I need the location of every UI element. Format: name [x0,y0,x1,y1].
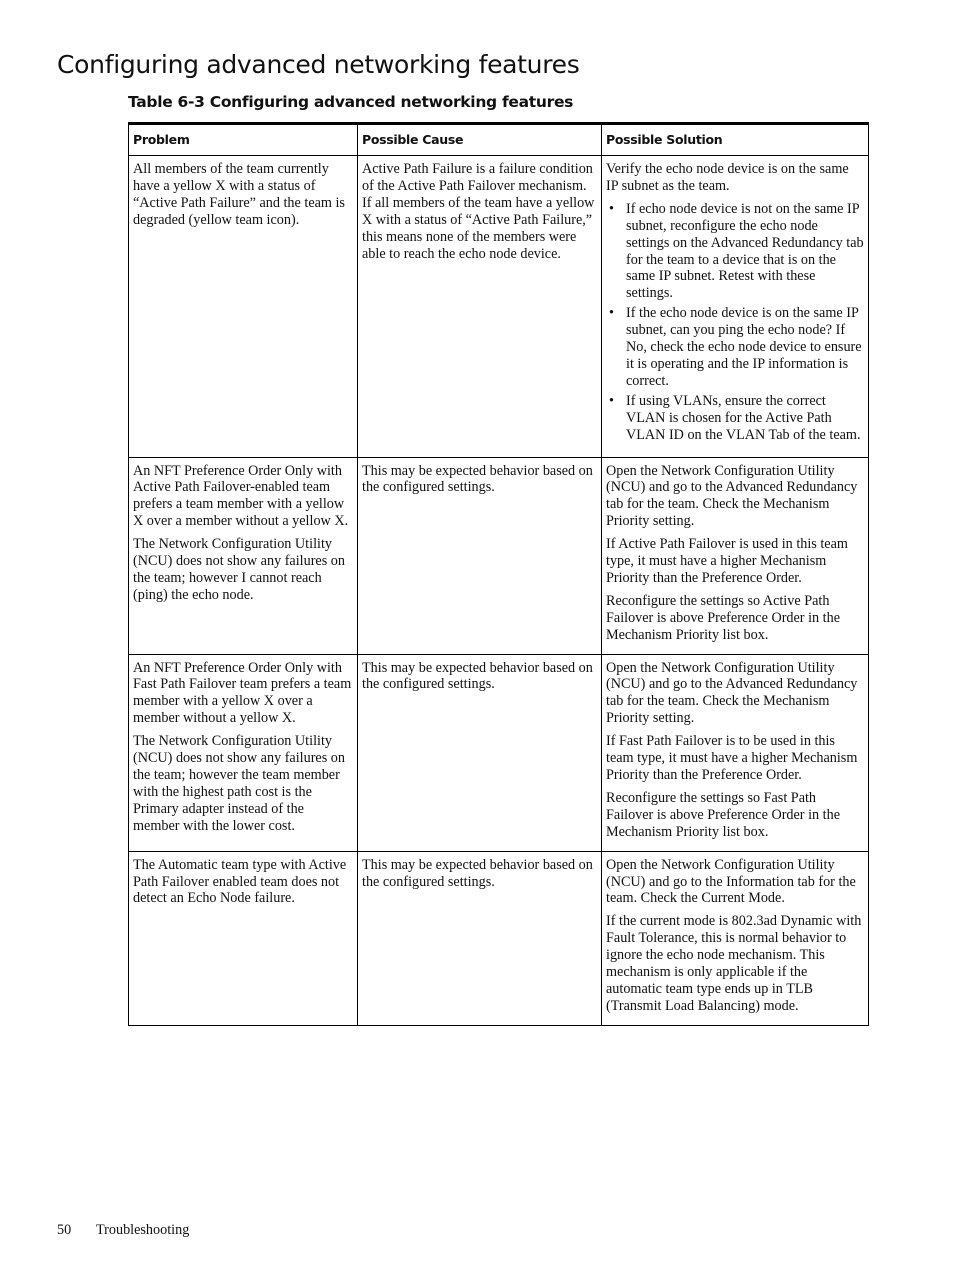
header-problem: Problem [129,124,358,156]
table-row [129,156,869,458]
cell-paragraph: If Fast Path Failover is to be used in this team type, it must have a higher Mechanism Priority than the Preference Order. [606,733,858,783]
problem-cell [129,156,358,458]
bullet-list [606,201,864,444]
table-header-row [129,124,869,156]
cell-paragraph: Reconfigure the settings so Fast Path Failover is above Preference Order in the Mechanism Priority list box. [606,789,840,840]
table-row [129,654,869,851]
cell-paragraph: This may be expected behavior based on the configured settings. [362,659,593,693]
cell-paragraph: This may be expected behavior based on the configured settings. [362,462,593,496]
list-item [606,201,864,302]
cell-paragraph: Reconfigure the settings so Active Path Failover is above Preference Order in the Mechanism Priority list box. [606,592,840,643]
bullet-icon: • [609,392,614,409]
cell-paragraph: The Automatic team type with Active Path Failover enabled team does not detect an Echo Node failure. [133,856,347,907]
cell-paragraph: The Network Configuration Utility (NCU) does not show any failures on the team; however the team member with the highest path cost is the Primary adapter instead of the member with the lower cost. [133,733,345,834]
cell-paragraph: Open the Network Configuration Utility (NCU) and go to the Advanced Redundancy tab for the team. Check the Mechanism Priority setting. [606,659,858,727]
cause-cell [358,851,602,1025]
list-item [606,305,864,390]
cause-cell [358,654,602,851]
table-row [129,457,869,654]
header-possible-solution: Possible Solution [602,124,869,156]
list-item-text: If the echo node device is on the same IP subnet, can you ping the echo node? If No, check the echo node device to ensure it is operating and the IP information is correct. [626,305,862,389]
solution-cell [602,654,869,851]
table-row [129,851,869,1025]
cause-cell [358,156,602,458]
problem-cell [129,851,358,1025]
cell-paragraph: An NFT Preference Order Only with Active Path Failover-enabled team prefers a team member with a yellow X over a member without a yellow X. [133,462,349,530]
cell-paragraph: Open the Network Configuration Utility (NCU) and go to the Advanced Redundancy tab for the team. Check the Mechanism Priority setting. [606,462,858,530]
solution-cell [602,851,869,1025]
cell-paragraph: Verify the echo node device is on the same IP subnet as the team. [606,161,849,194]
cell-paragraph: An NFT Preference Order Only with Fast Path Failover team prefers a team member with a yellow X over a member without a yellow X. [133,659,352,727]
page-number: 50 [57,1222,72,1238]
list-item [606,393,864,444]
table-caption: Table 6-3 Configuring advanced networking features [128,93,574,111]
troubleshooting-table [128,122,869,1026]
cause-cell [358,457,602,654]
cell-paragraph: If the current mode is 802.3ad Dynamic with Fault Tolerance, this is normal behavior to ignore the echo node mechanism. This mechanism is only applicable if the automatic team type ends up in TLB (Transmit Load Balancing) mode. [606,913,862,1014]
cell-paragraph: Open the Network Configuration Utility (NCU) and go to the Information tab for the team. Check the Current Mode. [606,856,856,907]
page-footer [57,1222,189,1239]
header-possible-cause: Possible Cause [358,124,602,156]
page-title: Configuring advanced networking features [57,50,580,79]
cell-paragraph: The Network Configuration Utility (NCU) does not show any failures on the team; however I cannot reach (ping) the echo node. [133,536,345,603]
cell-paragraph: All members of the team currently have a yellow X with a status of “Active Path Failure” and the team is degraded (yellow team icon). [133,161,345,228]
problem-cell [129,457,358,654]
footer-section-title: Troubleshooting [96,1222,190,1238]
cell-paragraph: If Active Path Failover is used in this team type, it must have a higher Mechanism Priority than the Preference Order. [606,536,848,586]
solution-cell [602,457,869,654]
list-item-text: If echo node device is not on the same IP subnet, reconfigure the echo node settings on the Advanced Redundancy tab for the team to a device that is on the same IP subnet. Retest with these settings. [626,200,864,302]
bullet-icon: • [609,305,614,322]
problem-cell [129,654,358,851]
solution-cell [602,156,869,458]
bullet-icon: • [609,200,614,217]
list-item-text: If using VLANs, ensure the correct VLAN is chosen for the Active Path VLAN ID on the VLAN Tab of the team. [626,392,861,443]
cell-paragraph: This may be expected behavior based on the configured settings. [362,856,593,890]
cell-paragraph: Active Path Failure is a failure condition of the Active Path Failover mechanism. If all members of the team have a yellow X with a status of “Active Path Failure,” this means none of the members were able to reach the echo node device. [362,161,595,262]
